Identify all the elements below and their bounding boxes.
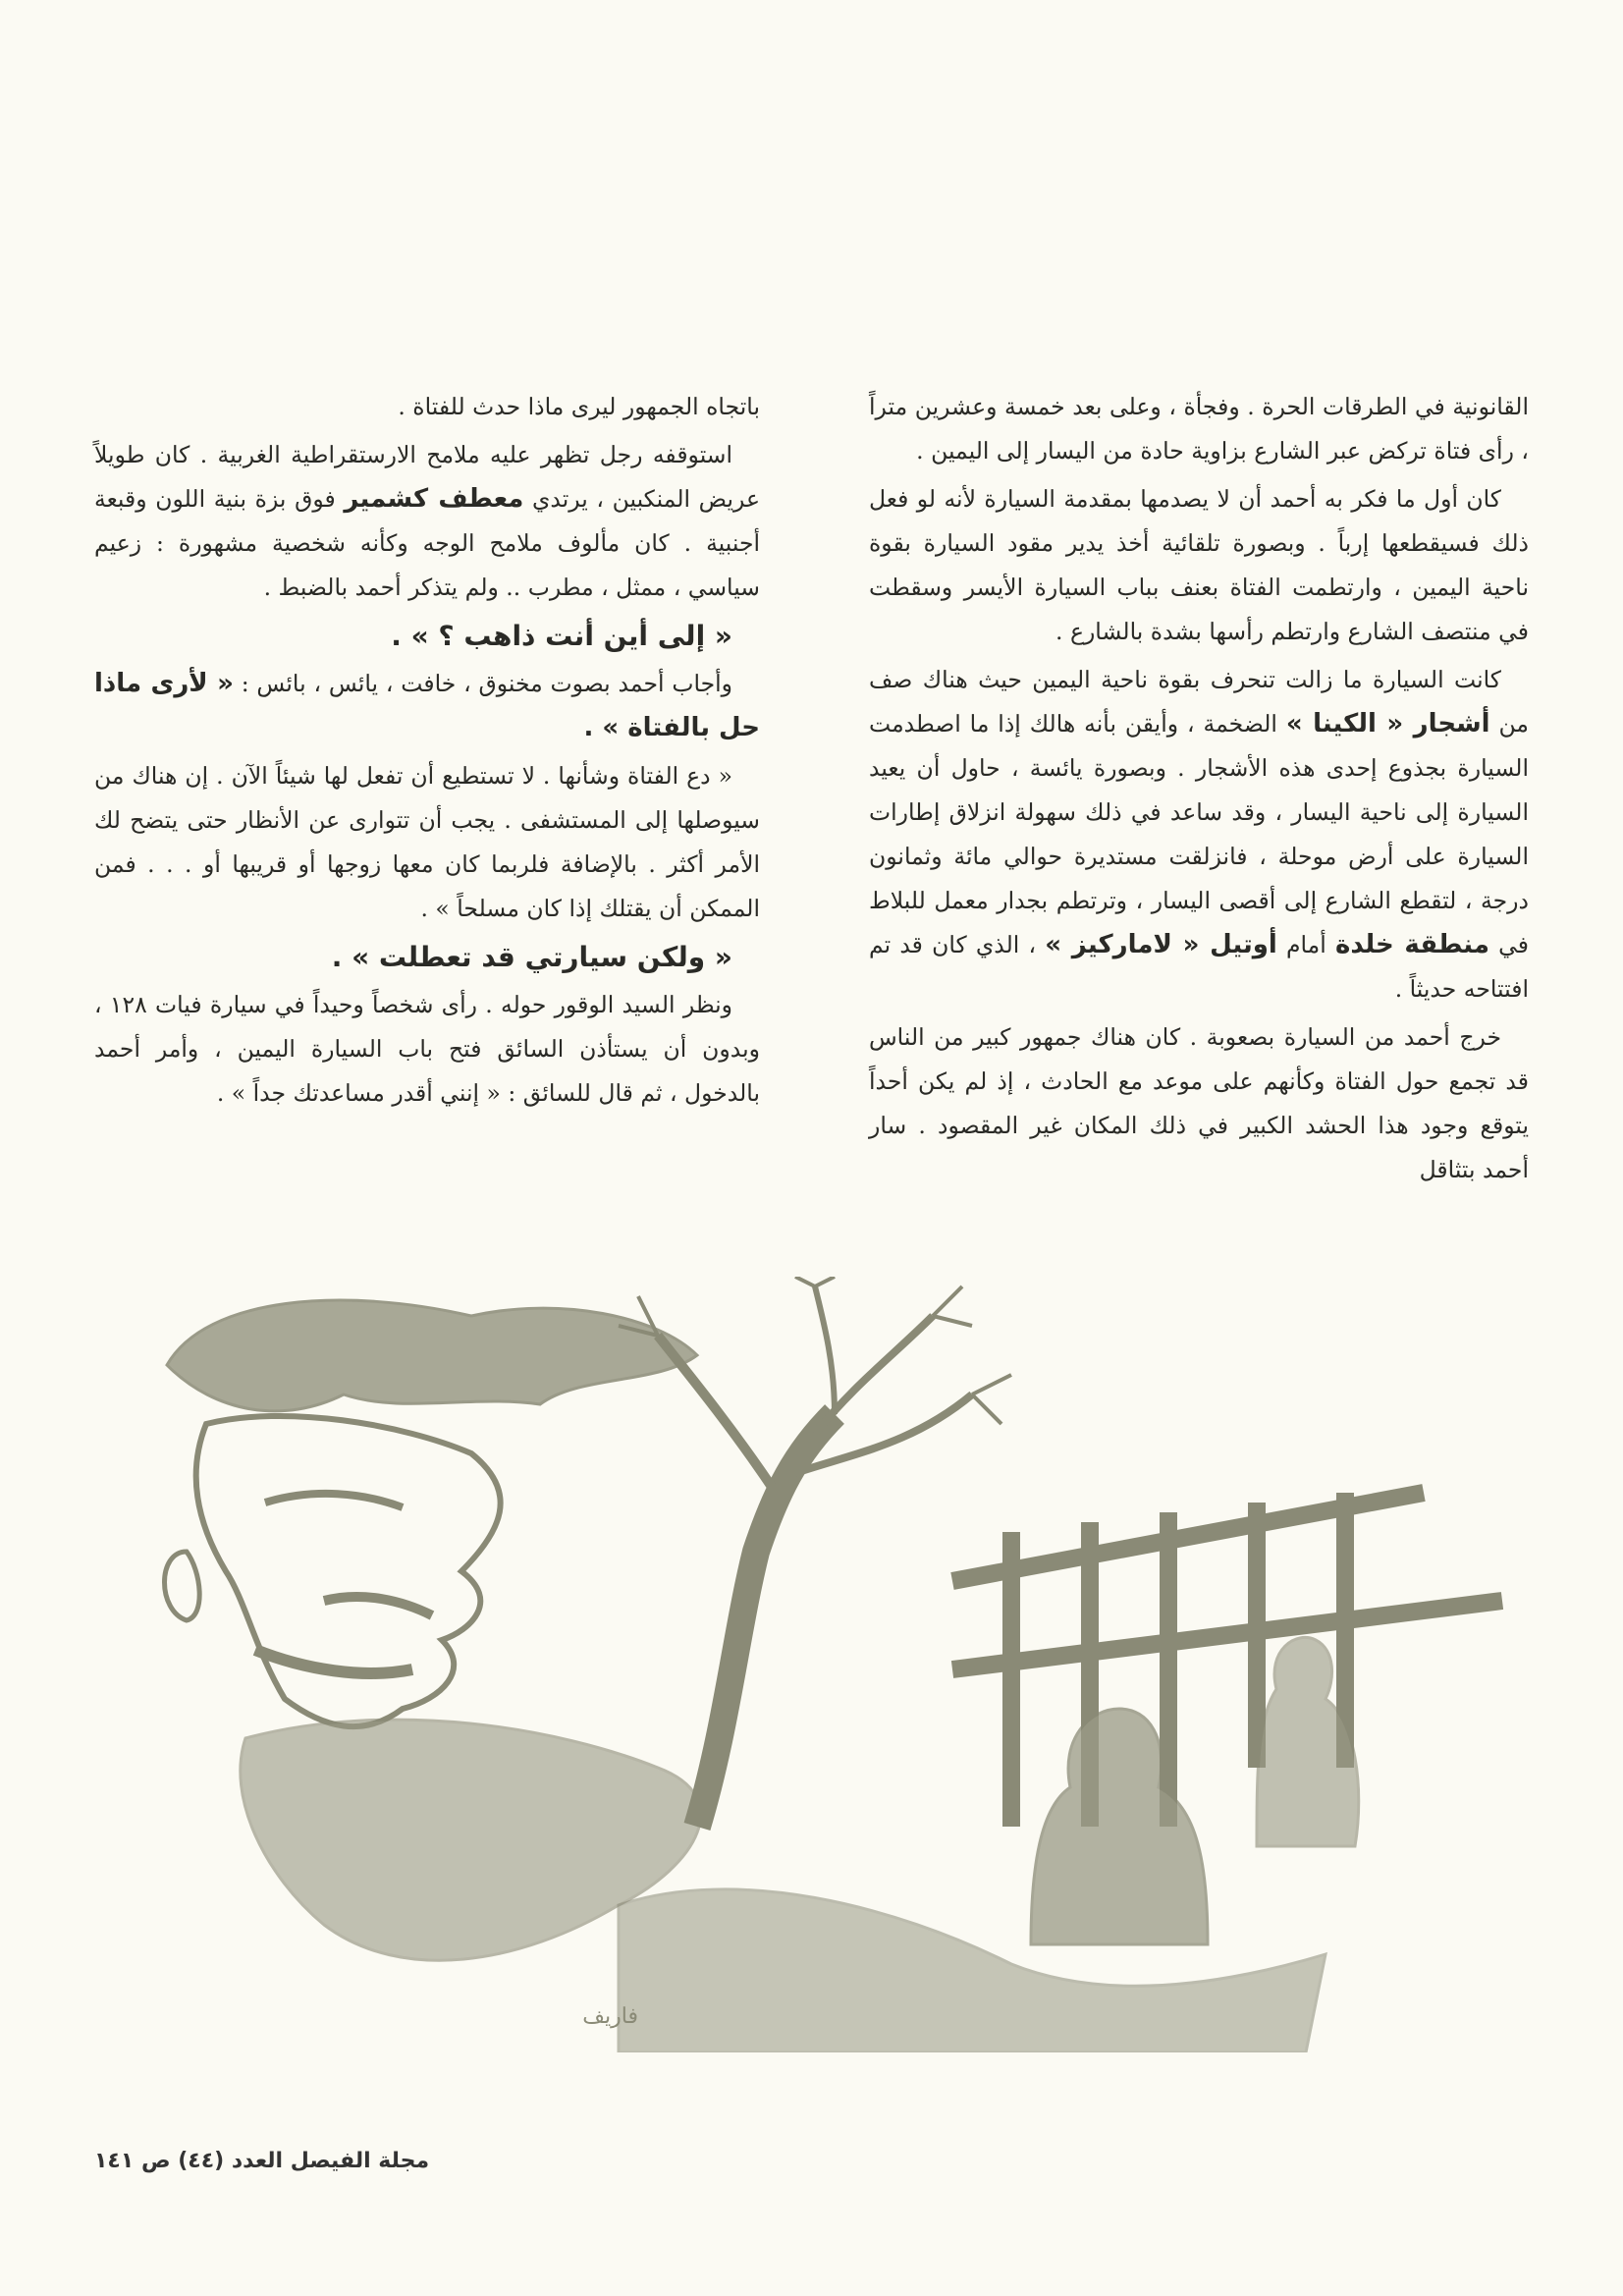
bold-phrase: أوتيل « لاماركيز » (1045, 930, 1277, 959)
paragraph (869, 658, 1529, 1011)
bold-phrase: منطقة خلدة (1334, 930, 1489, 959)
page-footer: مجلة الفيصل العدد (٤٤) ص ١٤١ (94, 2149, 430, 2173)
paragraph: كان أول ما فكر به أحمد أن لا يصدمها بمقدمة السيارة لأنه لو فعل ذلك فسيقطعها إرباً . وبصورة تلقائية أخذ يدير مقود السيارة بقوة ناحية اليمين ، وارتطمت الفتاة بعنف بباب السيارة الأيسر وسقطت في منتصف الشارع وارتطم رأسها بشدة بالشارع . (869, 485, 1529, 645)
foliage-shape (167, 1300, 697, 1411)
ear-shape (165, 1552, 200, 1620)
paragraph (94, 662, 760, 750)
article-left-column (94, 385, 760, 1120)
paragraph-text: أمام (1285, 931, 1326, 958)
bold-phrase: « لأرى ماذا حل بالفتاة » . (94, 669, 760, 742)
tree-branch (658, 1336, 776, 1493)
article-right-column (869, 385, 1529, 1196)
paragraph-text: فوق بزة بنية اللون وقبعة أجنبية . كان مألوف ملامح الوجه وكأنه شخصية مشهورة : زعيم سياسي ، ممثل ، مطرب .. ولم يتذكر أحمد بالضبط . (94, 485, 760, 601)
dialogue-line: « إلى أين أنت ذاهب ؟ » . (391, 620, 732, 652)
artist-signature: فاريف (582, 2004, 638, 2029)
paragraph: القانونية في الطرقات الحرة . وفجأة ، وعلى بعد خمسة وعشرين متراً ، رأى فتاة تركض عبر الشارع بزاوية حادة من اليسار إلى اليمين . (869, 393, 1529, 465)
paragraph (94, 433, 760, 610)
paragraph: باتجاه الجمهور ليرى ماذا حدث للفتاة . (398, 393, 760, 420)
paragraph-text: الضخمة ، وأيقن بأنه هالك إذا ما اصطدمت السيارة بجذوع إحدى هذه الأشجار . وبصورة يائسة ، حاول أن يعيد السيارة إلى ناحية اليسار ، وقد ساعد في ذلك سهولة انزلاق إطارات السيارة على أرض موحلة ، فانزلقت مستديرة حوالي مائة وثمانون درجة ، لتقطع الشارع إلى أقصى اليسار ، وترتطم بجدار معمل للبلاط في (869, 710, 1529, 958)
bold-phrase: أشجار « الكينا » (1285, 709, 1490, 738)
paragraph-text: كانت السيارة ما زالت تنحرف بقوة ناحية اليمين حيث هناك صف من (869, 666, 1529, 738)
foreground-shape (619, 1889, 1325, 2052)
paragraph-text: استوقفه رجل تظهر عليه ملامح الارستقراطية الغربية . كان طويلاً عريض المنكبين ، يرتدي (94, 441, 760, 513)
bold-phrase: معطف كشمير (344, 484, 524, 514)
paragraph: « دع الفتاة وشأنها . لا تستطيع أن تفعل لها شيئاً الآن . إن هناك من سيوصلها إلى المستشفى . يجب أن تتوارى عن الأنظار حتى يتضح لك الأمر أكثر . بالإضافة فلربما كان معها زوجها أو قريبها أو . . . فمن الممكن أن يقتلك إذا كان مسلحاً » . (94, 762, 760, 922)
paragraph-text: ، الذي كان قد تم افتتاحه حديثاً . (869, 931, 1529, 1003)
figure-soldier (1031, 1709, 1208, 1944)
paragraph: ونظر السيد الوقور حوله . رأى شخصاً وحيداً في سيارة فيات ١٢٨ ، وبدون أن يستأذن السائق فتح باب السيارة اليمين ، وأمر أحمد بالدخول ، ثم قال للسائق : « إنني أقدر مساعدتك جداً » . (94, 991, 760, 1107)
window-grille (952, 1493, 1502, 1827)
paragraph: خرج أحمد من السيارة بصعوبة . كان هناك جمهور كبير من الناس قد تجمع حول الفتاة وكأنهم على موعد مع الحادث ، إذ لم يكن أحداً يتوقع وجود هذا الحشد الكبير في ذلك المكان غير المقصود . سار أحمد بتثاقل (869, 1023, 1529, 1183)
tree-branch (815, 1286, 835, 1414)
ink-illustration (147, 1277, 1600, 2052)
paragraph-text: وأجاب أحمد بصوت مخنوق ، خافت ، يائس ، بائس : (241, 670, 733, 697)
face-profile (196, 1416, 501, 1726)
dialogue-line: « ولكن سيارتي قد تعطلت » . (331, 941, 732, 973)
